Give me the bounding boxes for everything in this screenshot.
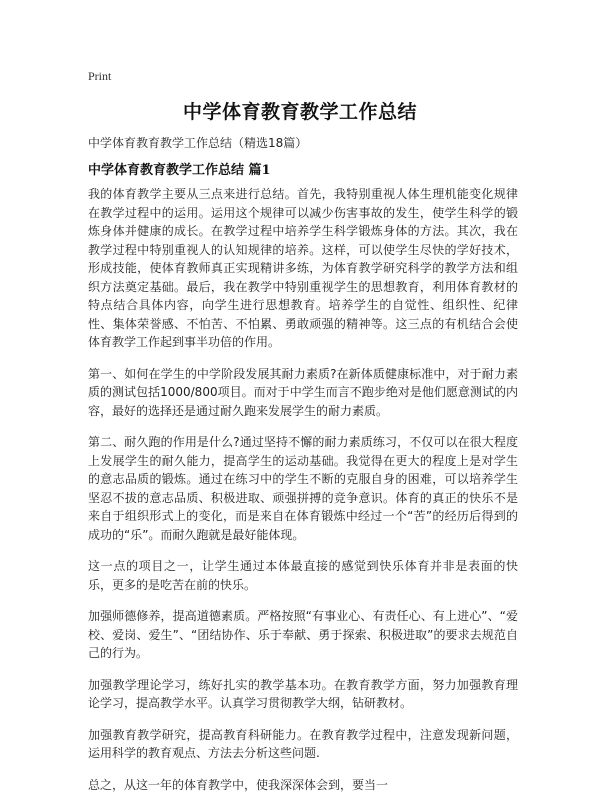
document-subtitle: 中学体育教育教学工作总结（精选18篇） bbox=[88, 136, 308, 150]
paragraph: 这一点的项目之一，让学生通过本体最直接的感觉到快乐体育并非是表面的快乐，更多的是吃苦在前的快乐。 bbox=[88, 559, 518, 592]
section-heading: 中学体育教育教学工作总结 篇1 bbox=[88, 163, 271, 178]
paragraph: 总之，从这一年的体育教学中，使我深深体会到，要当一 bbox=[88, 777, 389, 792]
paragraph: 第二、耐久跑的作用是什么?通过坚持不懈的耐力素质练习，不仅可以在很大程度上发展学生的耐久能力，提高学生的运动基础。我觉得在更大的程度上是对学生的意志品质的锻炼。通过在练习中的学生不断的克服自身的困难，可以培养学生坚忍不拔的意志品质、积极进取、顽强拼搏的竞争意识。体育的真正的快乐不是来自于组织形式上的变化，而是来自在体育锻炼中经过一个“苦”的经历后得到的成功的“乐”。而耐久跑就是最好能体现。 bbox=[88, 435, 518, 542]
document-body bbox=[88, 185, 518, 807]
document-title: 中学体育教育教学工作总结 bbox=[182, 101, 417, 123]
paragraph: 加强教学理论学习，练好扎实的教学基本功。在教育教学方面，努力加强教育理论学习，提高教学水平。认真学习贯彻教学大纲，钻研教材。 bbox=[88, 677, 518, 710]
paragraph: 第一、如何在学生的中学阶段发展其耐力素质?在新体质健康标准中，对于耐力素质的测试包括1000/800项目。而对于中学生而言不跑步绝对是他们愿意测试的内容，最好的选择还是通过耐久跑来发展学生的耐力素质。 bbox=[88, 366, 518, 418]
paragraph: 加强师德修养，提高道德素质。严格按照“有事业心、有责任心、有上进心”、“爱校、爱岗、爱生”、“团结协作、乐于奉献、勇于探索、积极进取”的要求去规范自己的行为。 bbox=[88, 609, 518, 660]
paragraph: 我的体育教学主要从三点来进行总结。首先，我特别重视人体生理机能变化规律在教学过程中的运用。运用这个规律可以减少伤害事故的发生，使学生科学的锻炼身体并健康的成长。在教学过程中培养学生科学锻炼身体的方法。其次，我在教学过程中特别重视人的认知规律的培养。这样，可以使学生尽快的学好技术，形成技能，使体育教师真正实现精讲多练，为体育教学研究科学的教学方法和组织方法奠定基础。最后，我在教学中特别重视学生的思想教育，利用体育教材的特点结合具体内容，向学生进行思想教育。培养学生的自觉性、组织性、纪律性、集体荣誉感、不怕苦、不怕累、勇敢顽强的精神等。这三点的有机结合会使体育教学工作起到事半功倍的作用。 bbox=[88, 187, 518, 349]
print-label: Print bbox=[88, 69, 112, 83]
paragraph: 加强教育教学研究，提高教育科研能力。在教育教学过程中，注意发现新问题，运用科学的教育观点、方法去分析这些问题. bbox=[88, 727, 518, 760]
